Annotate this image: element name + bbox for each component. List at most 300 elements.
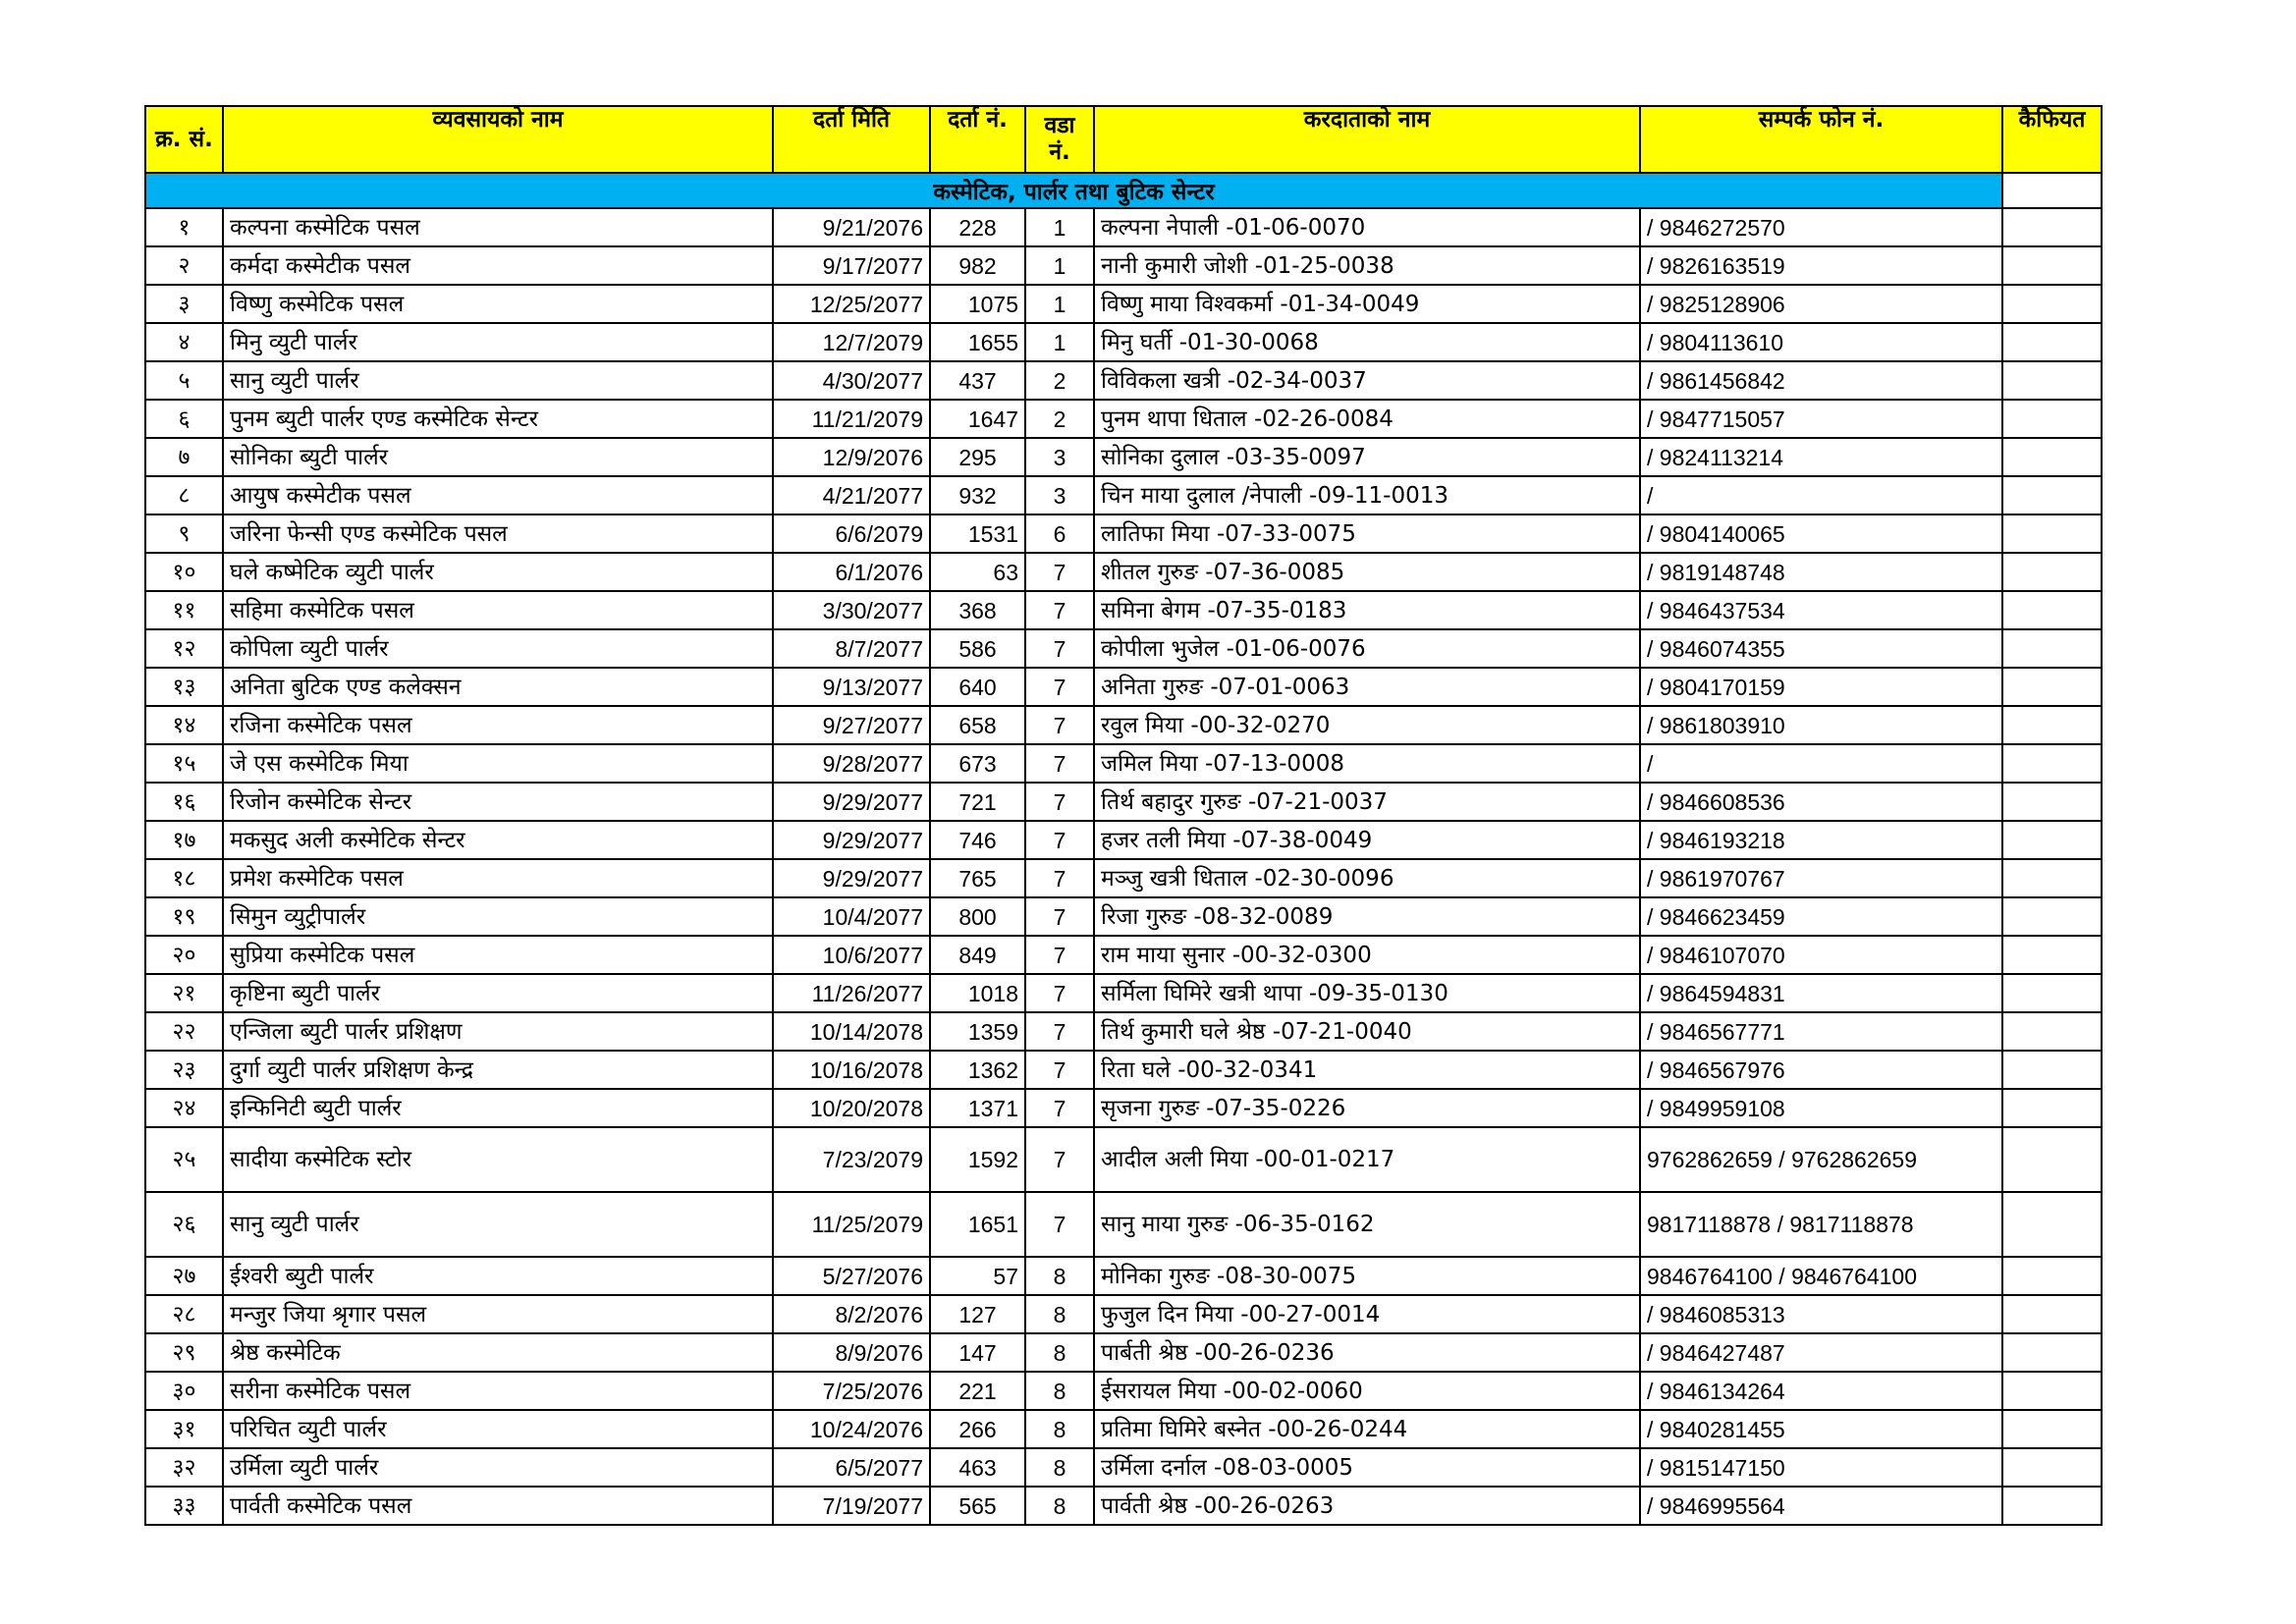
cell-registration-no: 565: [930, 1487, 1025, 1525]
cell-serial-no: २६: [145, 1192, 223, 1257]
cell-serial-no: २९: [145, 1333, 223, 1372]
cell-registration-date: 9/21/2076: [773, 208, 930, 246]
cell-registration-date: 10/16/2078: [773, 1051, 930, 1089]
cell-serial-no: १३: [145, 668, 223, 706]
cell-business-name: मिनु व्युटी पार्लर: [223, 323, 773, 361]
table-row: [145, 438, 2102, 476]
cell-remarks: [2002, 285, 2102, 323]
cell-ward-no: 8: [1025, 1333, 1094, 1372]
cell-registration-no: 1592: [930, 1127, 1025, 1192]
cell-registration-date: 7/23/2079: [773, 1127, 930, 1192]
cell-ward-no: 8: [1025, 1410, 1094, 1448]
cell-remarks: [2002, 744, 2102, 783]
cell-serial-no: ३२: [145, 1448, 223, 1487]
cell-registration-date: 10/14/2078: [773, 1012, 930, 1051]
cell-business-name: श्रेष्ठ कस्मेटिक: [223, 1333, 773, 1372]
cell-registration-date: 12/9/2076: [773, 438, 930, 476]
cell-business-name: ईश्वरी ब्युटी पार्लर: [223, 1257, 773, 1295]
cell-contact-phone: / 9861970767: [1640, 859, 2002, 897]
cell-serial-no: ३०: [145, 1372, 223, 1410]
cell-taxpayer-name: पार्बती श्रेष्ठ -00-26-0236: [1094, 1333, 1640, 1372]
cell-registration-no: 982: [930, 246, 1025, 285]
table-row: [145, 400, 2102, 438]
cell-registration-date: 9/13/2077: [773, 668, 930, 706]
cell-registration-no: 463: [930, 1448, 1025, 1487]
cell-remarks: [2002, 936, 2102, 974]
cell-registration-date: 3/30/2077: [773, 591, 930, 629]
cell-contact-phone: / 9846567976: [1640, 1051, 2002, 1089]
cell-ward-no: 7: [1025, 974, 1094, 1012]
cell-business-name: विष्णु कस्मेटिक पसल: [223, 285, 773, 323]
cell-taxpayer-name: मञ्जु खत्री धिताल -02-30-0096: [1094, 859, 1640, 897]
cell-remarks: [2002, 553, 2102, 591]
cell-remarks: [2002, 706, 2102, 744]
cell-remarks: [2002, 629, 2102, 668]
cell-ward-no: 7: [1025, 706, 1094, 744]
cell-business-name: आयुष कस्मेटीक पसल: [223, 476, 773, 514]
cell-ward-no: 8: [1025, 1372, 1094, 1410]
header-remarks: कैफियत: [2002, 106, 2102, 173]
cell-registration-no: 1362: [930, 1051, 1025, 1089]
cell-serial-no: ६: [145, 400, 223, 438]
table-row: [145, 1295, 2102, 1333]
cell-ward-no: 7: [1025, 553, 1094, 591]
cell-contact-phone: / 9847715057: [1640, 400, 2002, 438]
cell-registration-no: 746: [930, 821, 1025, 859]
cell-registration-date: 11/25/2079: [773, 1192, 930, 1257]
cell-remarks: [2002, 974, 2102, 1012]
cell-remarks: [2002, 821, 2102, 859]
table-row: [145, 936, 2102, 974]
cell-contact-phone: / 9846623459: [1640, 897, 2002, 936]
cell-taxpayer-name: पार्वती श्रेष्ठ -00-26-0263: [1094, 1487, 1640, 1525]
cell-ward-no: 7: [1025, 783, 1094, 821]
cell-business-name: सानु व्युटी पार्लर: [223, 361, 773, 400]
cell-registration-date: 9/27/2077: [773, 706, 930, 744]
cell-registration-no: 57: [930, 1257, 1025, 1295]
cell-business-name: उर्मिला व्युटी पार्लर: [223, 1448, 773, 1487]
cell-contact-phone: /: [1640, 744, 2002, 783]
cell-contact-phone: 9817118878 / 9817118878: [1640, 1192, 2002, 1257]
cell-serial-no: २२: [145, 1012, 223, 1051]
cell-taxpayer-name: सानु माया गुरुङ -06-35-0162: [1094, 1192, 1640, 1257]
table-row: [145, 1257, 2102, 1295]
header-row: [145, 106, 2102, 173]
cell-serial-no: १७: [145, 821, 223, 859]
cell-serial-no: २: [145, 246, 223, 285]
cell-taxpayer-name: विविकला खत्री -02-34-0037: [1094, 361, 1640, 400]
cell-ward-no: 1: [1025, 246, 1094, 285]
cell-serial-no: ९: [145, 514, 223, 553]
cell-remarks: [2002, 1372, 2102, 1410]
cell-ward-no: 3: [1025, 476, 1094, 514]
table-row: [145, 553, 2102, 591]
cell-taxpayer-name: अनिता गुरुङ -07-01-0063: [1094, 668, 1640, 706]
table-row: [145, 1487, 2102, 1525]
cell-contact-phone: / 9861803910: [1640, 706, 2002, 744]
cell-serial-no: ५: [145, 361, 223, 400]
header-business-name: व्यवसायको नाम: [223, 106, 773, 173]
cell-ward-no: 8: [1025, 1448, 1094, 1487]
table-row: [145, 591, 2102, 629]
cell-serial-no: १६: [145, 783, 223, 821]
cell-ward-no: 7: [1025, 821, 1094, 859]
cell-ward-no: 3: [1025, 438, 1094, 476]
table-row: [145, 783, 2102, 821]
cell-taxpayer-name: चिन माया दुलाल /नेपाली -09-11-0013: [1094, 476, 1640, 514]
cell-serial-no: ३३: [145, 1487, 223, 1525]
cell-remarks: [2002, 897, 2102, 936]
cell-registration-no: 368: [930, 591, 1025, 629]
cell-taxpayer-name: तिर्थ बहादुर गुरुङ -07-21-0037: [1094, 783, 1640, 821]
cell-serial-no: ७: [145, 438, 223, 476]
cell-remarks: [2002, 1410, 2102, 1448]
cell-business-name: परिचित व्युटी पार्लर: [223, 1410, 773, 1448]
cell-remarks: [2002, 361, 2102, 400]
table-row: [145, 361, 2102, 400]
cell-taxpayer-name: प्रतिमा घिमिरे बस्नेत -00-26-0244: [1094, 1410, 1640, 1448]
cell-business-name: इन्फिनिटी ब्युटी पार्लर: [223, 1089, 773, 1127]
cell-serial-no: १८: [145, 859, 223, 897]
cell-registration-no: 266: [930, 1410, 1025, 1448]
cell-registration-no: 1018: [930, 974, 1025, 1012]
cell-remarks: [2002, 400, 2102, 438]
cell-taxpayer-name: जमिल मिया -07-13-0008: [1094, 744, 1640, 783]
cell-registration-date: 6/5/2077: [773, 1448, 930, 1487]
cell-serial-no: २४: [145, 1089, 223, 1127]
section-remarks-cell: [2002, 173, 2102, 208]
cell-contact-phone: / 9846107070: [1640, 936, 2002, 974]
cell-ward-no: 2: [1025, 400, 1094, 438]
cell-contact-phone: / 9846272570: [1640, 208, 2002, 246]
cell-remarks: [2002, 1012, 2102, 1051]
cell-ward-no: 2: [1025, 361, 1094, 400]
cell-serial-no: ३: [145, 285, 223, 323]
cell-contact-phone: / 9804170159: [1640, 668, 2002, 706]
cell-remarks: [2002, 1333, 2102, 1372]
cell-ward-no: 7: [1025, 1012, 1094, 1051]
cell-registration-no: 147: [930, 1333, 1025, 1372]
cell-taxpayer-name: पुनम थापा धिताल -02-26-0084: [1094, 400, 1640, 438]
cell-registration-date: 9/29/2077: [773, 783, 930, 821]
section-title: कस्मेटिक, पार्लर तथा बुटिक सेन्टर: [145, 173, 2002, 208]
cell-serial-no: १०: [145, 553, 223, 591]
cell-business-name: रिजोन कस्मेटिक सेन्टर: [223, 783, 773, 821]
cell-taxpayer-name: मिनु घर्ती -01-30-0068: [1094, 323, 1640, 361]
table-row: [145, 744, 2102, 783]
cell-registration-date: 8/9/2076: [773, 1333, 930, 1372]
cell-taxpayer-name: मोनिका गुरुङ -08-30-0075: [1094, 1257, 1640, 1295]
table-row: [145, 1448, 2102, 1487]
cell-business-name: अनिता बुटिक एण्ड कलेक्सन: [223, 668, 773, 706]
cell-remarks: [2002, 1089, 2102, 1127]
cell-registration-no: 1371: [930, 1089, 1025, 1127]
cell-registration-date: 12/25/2077: [773, 285, 930, 323]
cell-registration-no: 658: [930, 706, 1025, 744]
cell-registration-no: 640: [930, 668, 1025, 706]
cell-business-name: पार्वती कस्मेटिक पसल: [223, 1487, 773, 1525]
header-taxpayer-name: करदाताको नाम: [1094, 106, 1640, 173]
header-serial-no: क्र. सं.: [145, 106, 223, 173]
cell-ward-no: 1: [1025, 285, 1094, 323]
table-row: [145, 668, 2102, 706]
cell-registration-date: 10/4/2077: [773, 897, 930, 936]
cell-contact-phone: 9846764100 / 9846764100: [1640, 1257, 2002, 1295]
cell-contact-phone: / 9846437534: [1640, 591, 2002, 629]
cell-registration-date: 8/7/2077: [773, 629, 930, 668]
table-row: [145, 514, 2102, 553]
cell-remarks: [2002, 1295, 2102, 1333]
table-row: [145, 1192, 2102, 1257]
cell-registration-date: 6/1/2076: [773, 553, 930, 591]
cell-remarks: [2002, 1192, 2102, 1257]
cell-contact-phone: / 9815147150: [1640, 1448, 2002, 1487]
cell-contact-phone: / 9819148748: [1640, 553, 2002, 591]
cell-taxpayer-name: सर्मिला घिमिरे खत्री थापा -09-35-0130: [1094, 974, 1640, 1012]
cell-registration-no: 1075: [930, 285, 1025, 323]
cell-business-name: मन्जुर जिया श्रृगार पसल: [223, 1295, 773, 1333]
cell-contact-phone: / 9804140065: [1640, 514, 2002, 553]
cell-ward-no: 8: [1025, 1487, 1094, 1525]
cell-contact-phone: / 9846085313: [1640, 1295, 2002, 1333]
cell-remarks: [2002, 1257, 2102, 1295]
cell-business-name: रजिना कस्मेटिक पसल: [223, 706, 773, 744]
cell-registration-no: 586: [930, 629, 1025, 668]
table-row: [145, 323, 2102, 361]
table-row: [145, 1051, 2102, 1089]
cell-registration-date: 11/26/2077: [773, 974, 930, 1012]
cell-ward-no: 7: [1025, 859, 1094, 897]
cell-taxpayer-name: शीतल गुरुङ -07-36-0085: [1094, 553, 1640, 591]
cell-business-name: सहिमा कस्मेटिक पसल: [223, 591, 773, 629]
cell-business-name: पुनम ब्युटी पार्लर एण्ड कस्मेटिक सेन्टर: [223, 400, 773, 438]
cell-registration-date: 6/6/2079: [773, 514, 930, 553]
cell-serial-no: १९: [145, 897, 223, 936]
cell-business-name: सिमुन व्युट्रीपार्लर: [223, 897, 773, 936]
table-row: [145, 476, 2102, 514]
cell-business-name: कृष्टिना ब्युटी पार्लर: [223, 974, 773, 1012]
cell-business-name: कल्पना कस्मेटिक पसल: [223, 208, 773, 246]
table-row: [145, 859, 2102, 897]
cell-registration-no: 932: [930, 476, 1025, 514]
cell-serial-no: १: [145, 208, 223, 246]
cell-registration-date: 9/28/2077: [773, 744, 930, 783]
cell-taxpayer-name: समिना बेगम -07-35-0183: [1094, 591, 1640, 629]
cell-registration-no: 673: [930, 744, 1025, 783]
cell-serial-no: २३: [145, 1051, 223, 1089]
cell-ward-no: 8: [1025, 1295, 1094, 1333]
cell-contact-phone: / 9849959108: [1640, 1089, 2002, 1127]
cell-serial-no: २८: [145, 1295, 223, 1333]
cell-ward-no: 7: [1025, 629, 1094, 668]
cell-ward-no: 8: [1025, 1257, 1094, 1295]
cell-taxpayer-name: रिजा गुरुङ -08-32-0089: [1094, 897, 1640, 936]
cell-registration-no: 1655: [930, 323, 1025, 361]
cell-contact-phone: / 9846995564: [1640, 1487, 2002, 1525]
cell-contact-phone: 9762862659 / 9762862659: [1640, 1127, 2002, 1192]
cell-remarks: [2002, 438, 2102, 476]
cell-business-name: सानु व्युटी पार्लर: [223, 1192, 773, 1257]
table-row: [145, 706, 2102, 744]
cell-registration-date: 10/20/2078: [773, 1089, 930, 1127]
header-ward-no: वडा नं.: [1025, 106, 1094, 173]
cell-taxpayer-name: हजर तली मिया -07-38-0049: [1094, 821, 1640, 859]
table-row: [145, 1410, 2102, 1448]
cell-remarks: [2002, 1051, 2102, 1089]
cell-ward-no: 1: [1025, 208, 1094, 246]
cell-taxpayer-name: लातिफा मिया -07-33-0075: [1094, 514, 1640, 553]
cell-ward-no: 7: [1025, 1127, 1094, 1192]
cell-contact-phone: / 9846193218: [1640, 821, 2002, 859]
table-row: [145, 285, 2102, 323]
cell-ward-no: 1: [1025, 323, 1094, 361]
cell-registration-no: 295: [930, 438, 1025, 476]
cell-registration-date: 11/21/2079: [773, 400, 930, 438]
cell-registration-no: 1651: [930, 1192, 1025, 1257]
cell-business-name: मकसुद अली कस्मेटिक सेन्टर: [223, 821, 773, 859]
cell-remarks: [2002, 246, 2102, 285]
cell-ward-no: 7: [1025, 1089, 1094, 1127]
cell-taxpayer-name: सृजना गुरुङ -07-35-0226: [1094, 1089, 1640, 1127]
cell-contact-phone: / 9864594831: [1640, 974, 2002, 1012]
table-row: [145, 821, 2102, 859]
cell-remarks: [2002, 1487, 2102, 1525]
cell-registration-no: 721: [930, 783, 1025, 821]
cell-registration-no: 63: [930, 553, 1025, 591]
cell-taxpayer-name: सोनिका दुलाल -03-35-0097: [1094, 438, 1640, 476]
cell-registration-date: 7/19/2077: [773, 1487, 930, 1525]
cell-remarks: [2002, 1127, 2102, 1192]
cell-registration-date: 8/2/2076: [773, 1295, 930, 1333]
cell-taxpayer-name: विष्णु माया विश्वकर्मा -01-34-0049: [1094, 285, 1640, 323]
cell-business-name: सुप्रिया कस्मेटिक पसल: [223, 936, 773, 974]
cell-ward-no: 7: [1025, 744, 1094, 783]
cell-serial-no: ३१: [145, 1410, 223, 1448]
cell-registration-no: 228: [930, 208, 1025, 246]
cell-taxpayer-name: उर्मिला दर्नाल -08-03-0005: [1094, 1448, 1640, 1487]
cell-registration-date: 9/29/2077: [773, 859, 930, 897]
table-row: [145, 1372, 2102, 1410]
cell-business-name: कर्मदा कस्मेटीक पसल: [223, 246, 773, 285]
cell-serial-no: ८: [145, 476, 223, 514]
cell-contact-phone: / 9846567771: [1640, 1012, 2002, 1051]
table-row: [145, 974, 2102, 1012]
table-row: [145, 208, 2102, 246]
cell-business-name: सादीया कस्मेटिक स्टोर: [223, 1127, 773, 1192]
cell-business-name: एन्जिला ब्युटी पार्लर प्रशिक्षण: [223, 1012, 773, 1051]
cell-contact-phone: / 9846074355: [1640, 629, 2002, 668]
cell-serial-no: २०: [145, 936, 223, 974]
cell-remarks: [2002, 1448, 2102, 1487]
table-row: [145, 1127, 2102, 1192]
header-registration-date: दर्ता मिति: [773, 106, 930, 173]
business-registry-table: [144, 105, 2103, 1526]
cell-serial-no: ४: [145, 323, 223, 361]
cell-taxpayer-name: कल्पना नेपाली -01-06-0070: [1094, 208, 1640, 246]
cell-serial-no: ११: [145, 591, 223, 629]
cell-remarks: [2002, 591, 2102, 629]
cell-registration-no: 1359: [930, 1012, 1025, 1051]
cell-taxpayer-name: रवुल मिया -00-32-0270: [1094, 706, 1640, 744]
cell-business-name: कोपिला व्युटी पार्लर: [223, 629, 773, 668]
cell-registration-date: 7/25/2076: [773, 1372, 930, 1410]
cell-taxpayer-name: ईसरायल मिया -00-02-0060: [1094, 1372, 1640, 1410]
cell-remarks: [2002, 859, 2102, 897]
table-row: [145, 629, 2102, 668]
cell-business-name: प्रमेश कस्मेटिक पसल: [223, 859, 773, 897]
table-row: [145, 897, 2102, 936]
cell-taxpayer-name: राम माया सुनार -00-32-0300: [1094, 936, 1640, 974]
cell-serial-no: २७: [145, 1257, 223, 1295]
table-row: [145, 1089, 2102, 1127]
cell-business-name: सोनिका ब्युटी पार्लर: [223, 438, 773, 476]
cell-registration-date: 12/7/2079: [773, 323, 930, 361]
cell-contact-phone: / 9804113610: [1640, 323, 2002, 361]
cell-ward-no: 7: [1025, 668, 1094, 706]
cell-registration-date: 10/24/2076: [773, 1410, 930, 1448]
cell-remarks: [2002, 783, 2102, 821]
cell-ward-no: 7: [1025, 897, 1094, 936]
section-header-row: [145, 173, 2102, 208]
cell-serial-no: २५: [145, 1127, 223, 1192]
cell-contact-phone: / 9840281455: [1640, 1410, 2002, 1448]
cell-registration-date: 10/6/2077: [773, 936, 930, 974]
cell-contact-phone: /: [1640, 476, 2002, 514]
cell-contact-phone: / 9846134264: [1640, 1372, 2002, 1410]
cell-business-name: जरिना फेन्सी एण्ड कस्मेटिक पसल: [223, 514, 773, 553]
cell-registration-no: 765: [930, 859, 1025, 897]
cell-registration-no: 1531: [930, 514, 1025, 553]
cell-contact-phone: / 9824113214: [1640, 438, 2002, 476]
cell-registration-no: 849: [930, 936, 1025, 974]
table-row: [145, 1333, 2102, 1372]
header-contact-phone: सम्पर्क फोन नं.: [1640, 106, 2002, 173]
cell-contact-phone: / 9861456842: [1640, 361, 2002, 400]
cell-contact-phone: / 9846427487: [1640, 1333, 2002, 1372]
cell-registration-no: 127: [930, 1295, 1025, 1333]
cell-serial-no: १४: [145, 706, 223, 744]
cell-remarks: [2002, 323, 2102, 361]
cell-contact-phone: / 9825128906: [1640, 285, 2002, 323]
cell-serial-no: १२: [145, 629, 223, 668]
table-row: [145, 246, 2102, 285]
cell-registration-no: 221: [930, 1372, 1025, 1410]
cell-ward-no: 7: [1025, 1051, 1094, 1089]
cell-remarks: [2002, 208, 2102, 246]
cell-serial-no: १५: [145, 744, 223, 783]
cell-remarks: [2002, 476, 2102, 514]
cell-registration-no: 1647: [930, 400, 1025, 438]
cell-taxpayer-name: नानी कुमारी जोशी -01-25-0038: [1094, 246, 1640, 285]
cell-business-name: जे एस कस्मेटिक मिया: [223, 744, 773, 783]
cell-registration-date: 5/27/2076: [773, 1257, 930, 1295]
cell-business-name: घले कष्मेटिक व्युटी पार्लर: [223, 553, 773, 591]
cell-taxpayer-name: कोपीला भुजेल -01-06-0076: [1094, 629, 1640, 668]
cell-remarks: [2002, 668, 2102, 706]
cell-ward-no: 7: [1025, 591, 1094, 629]
cell-registration-date: 9/17/2077: [773, 246, 930, 285]
cell-ward-no: 7: [1025, 1192, 1094, 1257]
table-row: [145, 1012, 2102, 1051]
cell-ward-no: 7: [1025, 936, 1094, 974]
cell-registration-date: 4/21/2077: [773, 476, 930, 514]
cell-remarks: [2002, 514, 2102, 553]
cell-business-name: दुर्गा व्युटी पार्लर प्रशिक्षण केन्द्र: [223, 1051, 773, 1089]
cell-taxpayer-name: आदील अली मिया -00-01-0217: [1094, 1127, 1640, 1192]
cell-contact-phone: / 9826163519: [1640, 246, 2002, 285]
cell-registration-date: 9/29/2077: [773, 821, 930, 859]
cell-contact-phone: / 9846608536: [1640, 783, 2002, 821]
